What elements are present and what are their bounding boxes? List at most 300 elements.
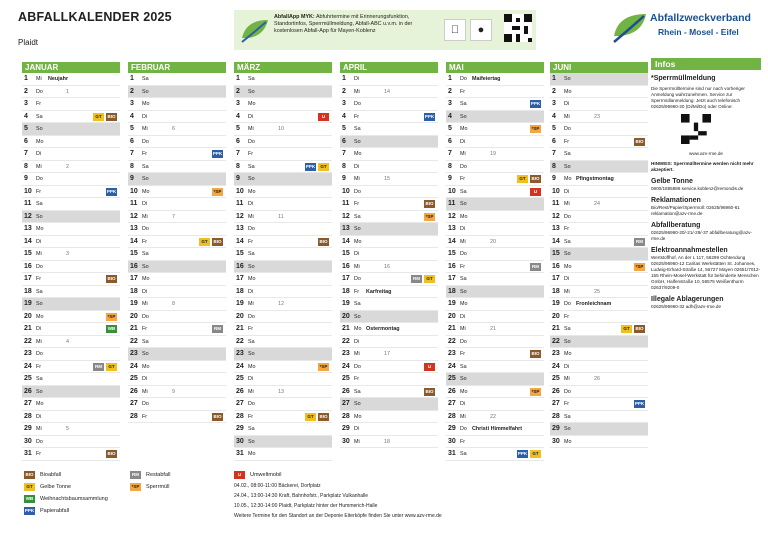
android-icon[interactable]: ● (470, 19, 492, 41)
day-number: 7 (448, 150, 452, 157)
weekday: Mo (142, 188, 150, 195)
day-row (446, 286, 544, 299)
day-row (22, 411, 120, 424)
weekday: So (460, 376, 467, 382)
day-row (446, 136, 544, 149)
weekday: Fr (564, 226, 570, 232)
weekday: So (142, 88, 149, 95)
holiday-note: Pfingstmontag (576, 176, 614, 182)
place-name: Plaidt (18, 38, 39, 47)
day-row (550, 311, 648, 324)
day-number: 3 (342, 100, 346, 107)
day-number: 24 (342, 362, 350, 370)
day-row (128, 348, 226, 361)
weekday: Mo (142, 363, 150, 370)
weekday: Do (248, 401, 255, 407)
day-row (340, 436, 438, 449)
legend-item (24, 494, 124, 505)
weekday: So (142, 351, 149, 357)
day-row (234, 161, 332, 174)
day-number: 29 (342, 425, 350, 432)
weekday: So (36, 126, 43, 132)
weekday: Mi (460, 326, 466, 332)
day-number: 30 (552, 437, 560, 445)
badge-bio: BIO (319, 238, 328, 244)
day-number: 6 (130, 137, 134, 145)
day-number: 15 (130, 250, 138, 257)
day-row (128, 273, 226, 286)
app-banner (234, 10, 536, 50)
month-header: MÄRZ (234, 62, 332, 73)
weekday: Do (248, 226, 255, 232)
day-row (128, 148, 226, 161)
day-row (340, 373, 438, 386)
day-row (22, 161, 120, 174)
weekday: Sa (460, 363, 467, 370)
weekday: Do (460, 163, 467, 170)
weekday: Di (248, 376, 254, 382)
info-section-text: 02625/96960-20/-21/-29/-37 abfallberatung@azv-rme.de (651, 230, 752, 241)
day-row (340, 211, 438, 224)
day-row (128, 236, 226, 249)
weekday: Di (354, 426, 360, 432)
weekday: Sa (460, 101, 467, 107)
badge-ppk: PPK (305, 163, 316, 169)
badge-gt: GT (318, 163, 329, 171)
weekday: Do (36, 438, 43, 445)
day-row (128, 298, 226, 311)
weekday: Mi (564, 288, 570, 295)
legend-label: Sperrmüll (146, 484, 170, 490)
badge-gt: GT (517, 175, 528, 183)
day-number: 18 (236, 287, 244, 295)
day-number: 26 (130, 387, 138, 395)
day-number: 6 (342, 137, 346, 145)
hinweis-text: HINWEIS: Sperrmülltermine werden nicht mehr akzeptiert. (651, 161, 754, 172)
day-number: 1 (130, 75, 134, 82)
week-number: 19 (490, 151, 496, 157)
day-number: 30 (236, 437, 244, 445)
weekday: So (564, 338, 571, 345)
day-row (234, 111, 332, 124)
weekday: Di (354, 251, 360, 257)
week-number: 17 (384, 351, 390, 357)
weekday: Sa (248, 426, 255, 432)
badge-bio: BIO (531, 351, 540, 356)
day-number: 3 (24, 100, 28, 107)
day-row (128, 261, 226, 274)
weekday: Mi (460, 238, 466, 245)
day-row (234, 348, 332, 361)
day-row (22, 386, 120, 399)
legend-item (130, 482, 230, 493)
weekday: So (564, 76, 571, 82)
day-row (128, 161, 226, 174)
day-row (22, 186, 120, 199)
day-number: 19 (236, 300, 244, 307)
day-row (550, 373, 648, 386)
day-row (234, 123, 332, 136)
day-number: 23 (130, 350, 138, 357)
day-row (446, 198, 544, 211)
day-row (550, 411, 648, 424)
day-number: 28 (342, 412, 350, 420)
weekday: Sa (142, 76, 149, 82)
weekday: Di (36, 151, 42, 157)
day-number: 7 (24, 150, 28, 157)
day-number: 13 (236, 225, 244, 232)
weekday: Mi (354, 88, 360, 95)
weekday: Sa (354, 126, 361, 132)
day-number: 5 (552, 125, 556, 132)
day-row (22, 73, 120, 86)
weekday: Mi (36, 338, 42, 345)
badge-bio: BIO (107, 113, 116, 119)
weekday: Sa (248, 251, 255, 257)
weekday: Do (36, 88, 43, 95)
day-number: 25 (24, 375, 32, 382)
day-number: 18 (552, 287, 560, 295)
day-number: 16 (130, 262, 138, 270)
weekday: Mi (248, 213, 254, 220)
day-number: 4 (130, 112, 134, 120)
qr-code-icon[interactable] (681, 114, 711, 144)
day-number: 8 (448, 162, 452, 170)
weekday: Fr (460, 263, 466, 270)
day-row (128, 286, 226, 299)
weekday: Mo (142, 276, 150, 282)
day-number: 3 (448, 100, 452, 107)
badge-sp: *SP (213, 188, 222, 194)
day-row (446, 311, 544, 324)
day-row (22, 373, 120, 386)
day-row (340, 323, 438, 336)
week-number: 21 (490, 326, 496, 332)
day-row (128, 361, 226, 374)
weekday: Mo (564, 88, 572, 95)
info-section-title: Abfallberatung (651, 222, 701, 229)
day-number: 10 (448, 187, 456, 195)
day-number: 23 (24, 350, 32, 357)
weekday: Mi (354, 351, 360, 357)
umwelt-line: 24.04., 13:00-14:30 Kraft, Bahnhofstr., Parkplatz Vulkanhalle (234, 493, 369, 499)
day-row (234, 398, 332, 411)
day-row (550, 73, 648, 86)
day-number: 5 (342, 125, 346, 132)
day-row (446, 261, 544, 274)
umwelt-line: 04.02., 08:00-11:00 Bäckerei, Dorfplatz (234, 483, 321, 489)
day-row (550, 286, 648, 299)
day-number: 30 (448, 437, 456, 445)
day-number: 20 (552, 312, 560, 320)
weekday: Do (248, 138, 255, 145)
day-row (550, 148, 648, 161)
weekday: Fr (460, 438, 466, 445)
day-number: 19 (130, 300, 138, 307)
day-row (340, 136, 438, 149)
weekday: Do (564, 126, 571, 132)
badge-bio: BIO (213, 413, 222, 419)
day-row (340, 148, 438, 161)
day-row (128, 136, 226, 149)
day-number: 27 (24, 400, 32, 407)
day-row (340, 298, 438, 311)
weekday: Do (460, 426, 467, 432)
weekday: Fr (354, 288, 360, 295)
azv-logo (612, 8, 762, 50)
month-4 (446, 62, 544, 461)
weekday: Di (564, 188, 570, 195)
badge-ppk: PPK (212, 151, 223, 156)
day-row (550, 273, 648, 286)
badge-bio: BIO (213, 238, 222, 244)
day-row (340, 361, 438, 374)
weekday: So (248, 176, 255, 182)
day-row (340, 161, 438, 174)
day-number: 20 (130, 312, 138, 320)
month-header: JUNI (550, 62, 648, 73)
day-row (234, 423, 332, 436)
weekday: Mi (248, 301, 254, 307)
day-number: 29 (552, 425, 560, 432)
weekday: So (460, 113, 467, 120)
day-row (128, 186, 226, 199)
day-row (128, 398, 226, 411)
week-number: 1 (66, 88, 69, 95)
weekday: Mi (564, 113, 570, 120)
day-row (22, 261, 120, 274)
legend-item (24, 470, 124, 481)
week-number: 5 (66, 426, 69, 432)
day-number: 8 (552, 162, 556, 170)
day-row (550, 223, 648, 236)
badge-u: U (424, 363, 435, 371)
day-number: 16 (552, 262, 560, 270)
day-row (340, 123, 438, 136)
badge-gt: GT (530, 450, 541, 458)
weekday: Sa (354, 301, 361, 307)
day-number: 26 (552, 387, 560, 395)
day-number: 31 (448, 450, 456, 457)
weekday: Do (460, 76, 467, 82)
day-row (22, 336, 120, 349)
day-row (550, 186, 648, 199)
badge-rm: RM (214, 326, 221, 331)
day-number: 21 (448, 325, 456, 332)
weekday: So (248, 351, 255, 357)
day-number: 27 (130, 400, 138, 407)
day-row (128, 123, 226, 136)
day-row (22, 136, 120, 149)
weekday: Di (354, 163, 360, 170)
weekday: So (36, 213, 43, 220)
weekday: So (564, 163, 571, 170)
day-row (234, 211, 332, 224)
week-number: 16 (384, 263, 390, 270)
day-number: 14 (342, 237, 350, 245)
badge-gt: GT (305, 413, 316, 421)
day-row (128, 211, 226, 224)
day-number: 24 (236, 362, 244, 370)
day-number: 15 (448, 250, 456, 257)
day-number: 12 (552, 212, 560, 220)
weekday: Mo (354, 413, 362, 420)
weekday: Fr (460, 351, 466, 357)
day-number: 26 (448, 387, 456, 395)
weekday: Sa (564, 413, 571, 420)
day-row (22, 298, 120, 311)
weekday: So (248, 438, 255, 445)
qr-code-icon[interactable] (504, 14, 532, 42)
day-row (234, 386, 332, 399)
day-number: 17 (130, 275, 138, 282)
weekday: So (354, 226, 361, 232)
day-number: 13 (552, 225, 560, 232)
day-number: 26 (342, 387, 350, 395)
weekday: Di (460, 401, 466, 407)
day-row (340, 398, 438, 411)
day-number: 5 (236, 125, 240, 132)
day-number: 3 (130, 100, 134, 107)
day-number: 4 (448, 112, 452, 120)
day-number: 4 (342, 112, 346, 120)
weekday: Mo (142, 101, 150, 107)
day-row (22, 123, 120, 136)
apple-icon[interactable] (444, 19, 466, 41)
day-row (446, 361, 544, 374)
day-number: 25 (236, 375, 244, 382)
day-row (128, 311, 226, 324)
week-number: 11 (278, 213, 284, 220)
day-row (550, 248, 648, 261)
weekday: Mi (36, 426, 42, 432)
day-number: 2 (342, 87, 346, 95)
day-number: 14 (24, 237, 32, 245)
day-row (340, 111, 438, 124)
weekday: Fr (142, 326, 148, 332)
day-row (446, 173, 544, 186)
day-row (22, 98, 120, 111)
day-number: 9 (552, 175, 556, 182)
day-number: 24 (130, 362, 138, 370)
day-number: 13 (130, 225, 138, 232)
day-number: 12 (24, 212, 32, 220)
day-row (446, 298, 544, 311)
badge-sp: *SP (531, 388, 540, 394)
legend-label: Weihnachtsbaumsammlung (40, 496, 108, 502)
day-row (340, 423, 438, 436)
weekday: Fr (36, 276, 42, 282)
day-number: 27 (236, 400, 244, 407)
month-header: JANUAR (22, 62, 120, 73)
weekday: Mi (142, 126, 148, 132)
day-number: 27 (552, 400, 560, 407)
weekday: Mi (460, 151, 466, 157)
day-number: 11 (448, 200, 456, 207)
weekday: Mo (564, 351, 572, 357)
day-number: 7 (342, 150, 346, 157)
day-number: 27 (342, 400, 350, 407)
day-number: 19 (342, 300, 350, 307)
day-row (340, 86, 438, 99)
day-number: 13 (24, 225, 32, 232)
weekday: Sa (36, 113, 43, 120)
weekday: Mi (142, 213, 148, 220)
weekday: Mo (460, 301, 468, 307)
legend-item (130, 470, 230, 481)
day-row (22, 173, 120, 186)
week-number: 3 (66, 251, 69, 257)
info-section-title: Illegale Ablagerungen (651, 296, 724, 303)
day-number: 26 (236, 387, 244, 395)
day-number: 23 (342, 350, 350, 357)
day-number: 22 (342, 337, 350, 345)
weekday: Sa (564, 238, 571, 245)
day-number: 15 (24, 250, 32, 257)
weekday: Mo (36, 313, 44, 320)
weekday: Sa (142, 251, 149, 257)
weekday: So (248, 263, 255, 270)
badge-rm: RM (413, 276, 420, 281)
day-number: 13 (342, 225, 350, 232)
day-number: 11 (342, 200, 350, 207)
day-row (234, 98, 332, 111)
month-2 (234, 62, 332, 461)
info-section-text: 02625/96960-32 adh@azv-rme.de (651, 304, 722, 309)
day-number: 14 (448, 237, 456, 245)
weekday: Mo (354, 238, 362, 245)
badge-wb: WB (107, 326, 116, 331)
info-url[interactable]: www.azv-rme.de (689, 151, 723, 156)
umwelt-label: Umweltmobil (250, 472, 282, 478)
badge-rm: RM (636, 238, 643, 244)
day-number: 12 (130, 212, 138, 220)
week-number: 24 (594, 201, 600, 207)
umwelt-title (234, 470, 534, 481)
week-number: 2 (66, 163, 69, 170)
legend-item (24, 506, 124, 517)
day-row (22, 311, 120, 324)
day-row (22, 398, 120, 411)
day-row (446, 248, 544, 261)
day-row (234, 248, 332, 261)
week-number: 9 (172, 388, 175, 395)
day-number: 10 (24, 187, 32, 195)
weekday: So (460, 288, 467, 295)
weekday: Fr (142, 413, 148, 420)
month-header: MAI (446, 62, 544, 73)
info-panel (651, 58, 761, 310)
day-number: 23 (552, 350, 560, 357)
weekday: Sa (564, 326, 571, 332)
day-number: 25 (552, 375, 560, 382)
day-row (550, 386, 648, 399)
weekday: Mi (564, 201, 570, 207)
info-section-title: Reklamationen (651, 197, 701, 204)
weekday: Do (142, 313, 149, 320)
day-number: 19 (24, 300, 32, 307)
week-number: 23 (594, 113, 600, 120)
day-row (340, 261, 438, 274)
day-number: 2 (448, 87, 452, 95)
day-row (550, 173, 648, 186)
weekday: Mo (354, 326, 362, 332)
weekday: Do (354, 363, 361, 370)
day-row (234, 361, 332, 374)
day-number: 21 (342, 325, 350, 332)
weekday: Sa (248, 338, 255, 345)
weekday: Mo (564, 263, 572, 270)
